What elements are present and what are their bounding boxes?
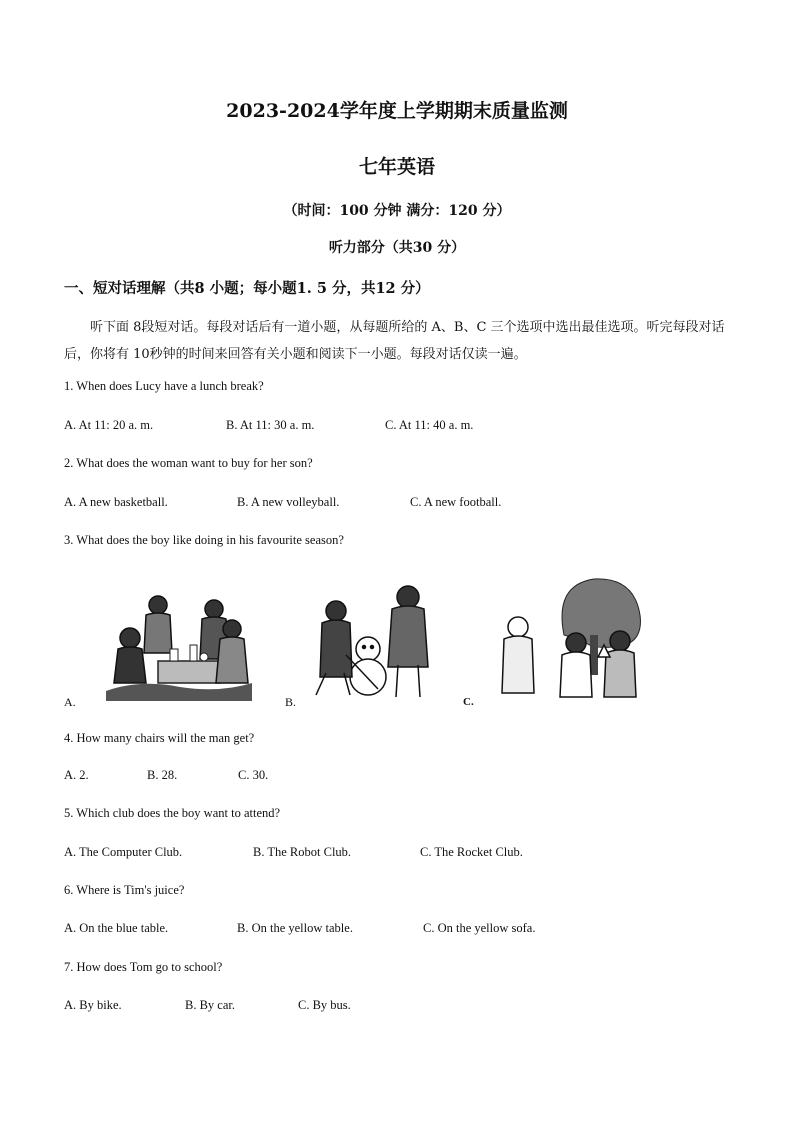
question-2-option-c: C. A new football. — [410, 495, 502, 509]
question-7-option-c: C. By bus. — [298, 998, 351, 1012]
question-1-stem: 1. When does Lucy have a lunch break? — [64, 379, 264, 393]
ice-cream-scene-icon — [494, 575, 644, 703]
question-5-option-a: A. The Computer Club. — [64, 845, 183, 859]
exam-title: 2023-2024学年度上学期期末质量监测 — [226, 100, 568, 122]
question-7-option-a: A. By bike. — [64, 998, 122, 1012]
question-5-option-b: B. The Robot Club. — [253, 845, 352, 859]
question-5-stem: 5. Which club does the boy want to attend? — [64, 806, 281, 820]
question-2-stem: 2. What does the woman want to buy for her son? — [64, 456, 313, 470]
question-3-option-a: A. — [64, 695, 76, 709]
question-2-option-a: A. A new basketball. — [64, 495, 168, 509]
question-6-option-a: A. On the blue table. — [64, 921, 169, 935]
question-3-option-c: C. — [463, 696, 474, 708]
question-4-stem: 4. How many chairs will the man get? — [64, 731, 255, 745]
picnic-scene-icon — [100, 583, 258, 705]
question-1-option-c: C. At 11: 40 a. m. — [385, 418, 474, 432]
section-instructions: 听下面 8段短对话。每段对话后有一道小题，从每题所给的 A、B、C 三个选项中选出最佳选项。听完每段对话后，你将有 10秒钟的时间来回答有关小题和阅读下一小题。每段对话仅读一遍。 — [64, 320, 725, 362]
question-7-stem: 7. How does Tom go to school? — [64, 960, 223, 974]
question-6-option-c: C. On the yellow sofa. — [423, 921, 536, 935]
question-3-stem: 3. What does the boy like doing in his favourite season? — [64, 533, 344, 547]
part-heading: 听力部分（共30 分） — [328, 240, 466, 256]
question-7-option-b: B. By car. — [185, 998, 235, 1012]
question-6-stem: 6. Where is Tim's juice? — [64, 883, 185, 897]
question-3-option-b: B. — [285, 695, 297, 709]
question-4-option-c: C. 30. — [238, 768, 269, 782]
question-5-option-c: C. The Rocket Club. — [420, 845, 523, 859]
question-1-option-b: B. At 11: 30 a. m. — [226, 418, 315, 432]
question-4-option-b: B. 28. — [147, 768, 178, 782]
question-4-option-a: A. 2. — [64, 768, 89, 782]
snowman-scene-icon — [306, 577, 446, 705]
time-score-line: （时间：100 分钟 满分：120 分） — [283, 203, 511, 219]
question-6-option-b: B. On the yellow table. — [237, 921, 353, 935]
section-heading: 一、短对话理解（共8 小题；每小题1. 5 分，共12 分） — [64, 280, 430, 297]
question-2-option-b: B. A new volleyball. — [237, 495, 340, 509]
question-1-option-a: A. At 11: 20 a. m. — [64, 418, 154, 432]
subject-title: 七年英语 — [358, 156, 435, 178]
